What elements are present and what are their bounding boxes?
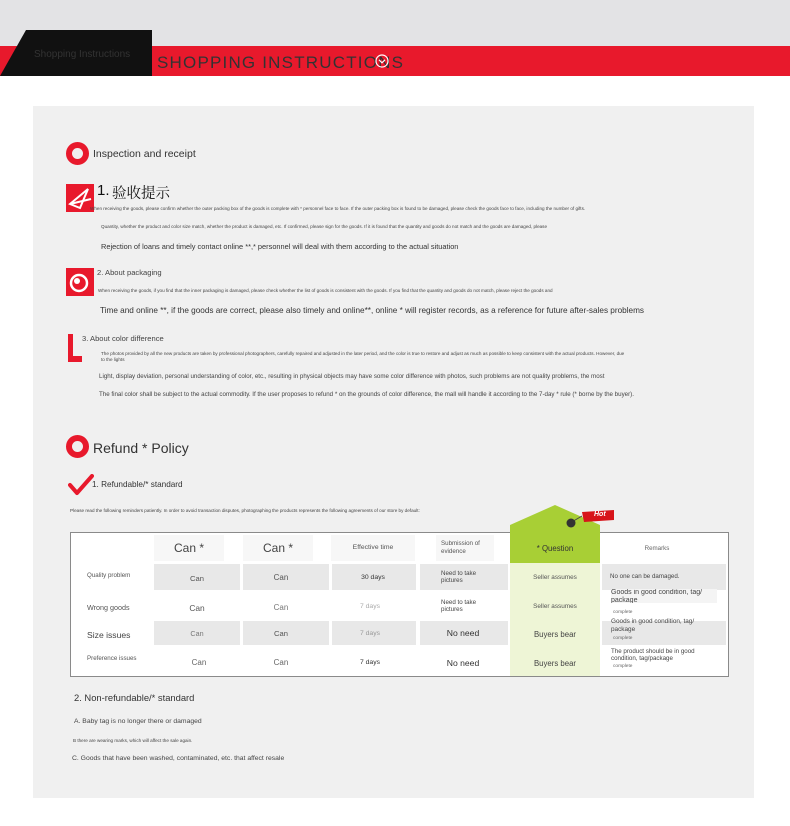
- row2-question: Seller assumes: [533, 603, 577, 610]
- chevron-down-icon: [375, 54, 389, 68]
- item2-line1: When receiving the goods, if you find that the inner packaging is damaged, please check whether the list of goods is consistent with the goods. If you find that the quantity and goods do not match, please reject the goods and: [98, 288, 553, 293]
- row1-can-2: Can: [273, 573, 289, 582]
- item1-number: 1.: [97, 182, 110, 199]
- row3-evidence: No need: [446, 628, 480, 638]
- row2-remarks: Goods in good condition, tag/ package: [611, 589, 717, 603]
- row3-time: 7 days: [359, 630, 381, 637]
- item2-heading: 2. About packaging: [97, 268, 162, 277]
- row2-time: 7 days: [359, 603, 381, 610]
- row-label-preference: Preference issues: [87, 655, 137, 662]
- row4-question: Buyers bear: [533, 659, 577, 668]
- checkmark-icon: [68, 474, 94, 496]
- header-can-1: Can *: [173, 541, 205, 555]
- header-remarks: Remarks: [644, 545, 670, 552]
- row3-question: Buyers bear: [533, 630, 577, 639]
- refundable-heading: 1. Refundable/* standard: [92, 480, 183, 489]
- row4-remarks-complete: complete: [613, 664, 633, 669]
- item2-line2: Time and online **, if the goods are correct, please also timely and online**, online * will register records, as a reference for future after-sales problems: [100, 306, 644, 315]
- page-title: SHOPPING INSTRUCTIONS: [157, 53, 405, 72]
- nonrefundable-item-a: A. Baby tag is no longer there or damaged: [74, 718, 202, 725]
- row4-evidence: No need: [446, 658, 480, 668]
- number-two-icon: [66, 268, 94, 296]
- header-evidence: Submission of evidence: [441, 540, 480, 555]
- row1-remarks: No one can be damaged.: [610, 573, 680, 580]
- row1-question: Seller assumes: [533, 574, 577, 581]
- row-label-quality: Quality problem: [87, 572, 131, 579]
- row2-remarks-complete: complete: [613, 610, 633, 615]
- nonrefundable-item-c: C. Goods that have been washed, contaminated, etc. that affect resale: [72, 755, 285, 762]
- row4-time: 7 days: [359, 659, 381, 666]
- row3-remarks: Goods in good condition, tag/ package: [611, 618, 695, 633]
- header-tab-label: Shopping Instructions: [34, 49, 131, 60]
- row-label-size-issues: Size issues: [87, 630, 131, 640]
- item3-line3: The final color shall be subject to the actual commodity. If the user proposes to refund * on the grounds of color difference, the mall will handle it according to the 7-day * rule (* borne by the buyer).: [99, 391, 634, 398]
- row3-remarks-complete: complete: [613, 636, 633, 641]
- item1-line1: When receiving the goods, please confirm whether the outer packing box of the goods is complete with * personnel face to face. If the outer packing box is found to be damaged, please check the goods face to face, including the number of gifts.: [90, 206, 586, 211]
- item1-line3: Rejection of loans and timely contact online **,* personnel will deal with them according to the actual situation: [101, 242, 459, 251]
- number-three-icon: [68, 334, 82, 362]
- hot-label: Hot: [594, 511, 606, 518]
- row2-evidence: Need to take pictures: [441, 599, 477, 613]
- row3-can-1: Can: [190, 629, 204, 638]
- section-title-refund: Refund * Policy: [93, 440, 189, 456]
- row3-can-2: Can: [274, 629, 288, 638]
- nonrefundable-heading: 2. Non-refundable/* standard: [74, 692, 195, 703]
- item1-heading: 验收提示: [112, 186, 170, 202]
- row-label-wrong-goods: Wrong goods: [87, 603, 130, 612]
- row1-evidence: Need to take pictures: [441, 570, 477, 584]
- section-ring-icon: [66, 142, 89, 165]
- nonrefundable-item-b: B there are wearing marks, which will affect the sale again.: [73, 738, 193, 743]
- row4-can-2: Can: [273, 658, 289, 667]
- row4-can-1: Can: [191, 658, 207, 667]
- row2-can-1: Can: [189, 603, 205, 613]
- item1-line2: Quantity, whether the product and color size match, whether the product is damaged, etc. If confirmed, please sign for the goods. If it is found that the quantity and goods do not match and the goods are damaged, please: [101, 224, 548, 229]
- reminder-text: Please read the following reminders patiently. In order to avoid transaction disputes, photographing the products represents the following agreements of our store by default:: [70, 508, 420, 513]
- item3-heading: 3. About color difference: [82, 334, 164, 343]
- item3-line2: Light, display deviation, personal understanding of color, etc., resulting in physical objects may have some color difference with photos, such problems are not quality problems, the most: [99, 373, 605, 380]
- row1-can-1: Can: [190, 574, 204, 583]
- row4-remarks: The product should be in good condition, tag/package: [611, 648, 695, 662]
- item3-line1a: The photos provided by all the new products are taken by professional photographers, carefully repaired and adjusted in the later period, and the color is true to restore and adjust as much as possible to keep consistent with the actual products. However, due: [101, 351, 625, 356]
- hot-tag-icon: [562, 508, 616, 530]
- item3-line1b: to the lights: [101, 357, 125, 362]
- row2-can-2: Can: [273, 603, 289, 612]
- header-can-2: Can *: [262, 541, 294, 555]
- section-title-inspection: Inspection and receipt: [93, 148, 196, 160]
- row1-time: 30 days: [361, 574, 385, 581]
- header-question: * Question: [536, 544, 574, 553]
- header-effective-time: Effective time: [352, 544, 394, 551]
- section-ring-icon: [66, 435, 89, 458]
